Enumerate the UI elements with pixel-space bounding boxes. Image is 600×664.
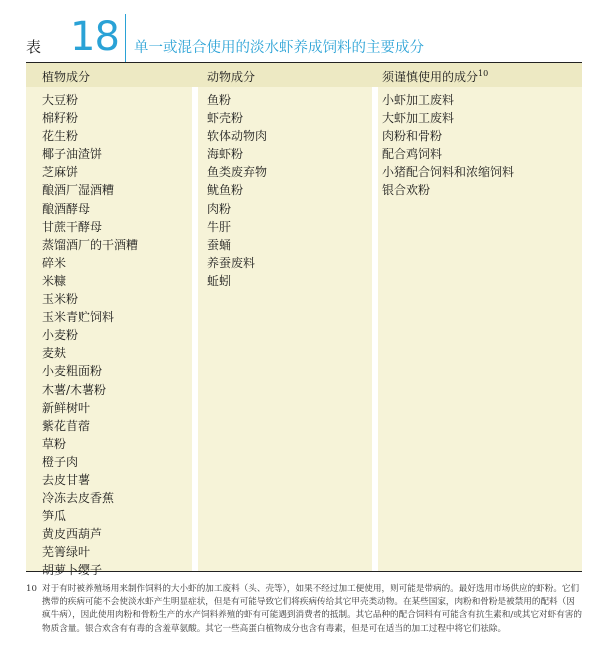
column-header-label: 须谨慎使用的成分 bbox=[382, 70, 479, 84]
list-item: 酿酒酵母 bbox=[42, 201, 91, 216]
list-item: 玉米青贮饲料 bbox=[42, 310, 115, 325]
list-item: 小虾加工废料 bbox=[382, 93, 455, 107]
column-header-label: 动物成分 bbox=[207, 70, 256, 84]
plant-ingredients-list bbox=[42, 91, 138, 580]
list-item: 棉籽粉 bbox=[42, 111, 79, 126]
list-item: 海虾粉 bbox=[207, 147, 244, 162]
animal-ingredients-list bbox=[207, 91, 267, 290]
table-title bbox=[22, 10, 582, 62]
list-item: 木薯/木薯粉 bbox=[42, 382, 107, 397]
list-item: 芜箐绿叶 bbox=[42, 545, 91, 560]
list-item: 肉粉 bbox=[207, 201, 232, 216]
list-item: 大豆粉 bbox=[42, 93, 79, 107]
list-item: 配合鸡饲料 bbox=[382, 147, 443, 162]
column-header-label: 植物成分 bbox=[42, 70, 91, 84]
list-item: 甘蔗干酵母 bbox=[42, 219, 103, 234]
list-item: 黄皮西葫芦 bbox=[42, 527, 103, 542]
column-header-caution bbox=[382, 68, 488, 85]
list-item: 胡萝卜缨子 bbox=[42, 563, 103, 578]
list-item: 鱿鱼粉 bbox=[207, 183, 244, 198]
list-item: 小麦粉 bbox=[42, 328, 79, 343]
list-item: 小麦粗面粉 bbox=[42, 364, 103, 379]
list-item: 橙子肉 bbox=[42, 454, 79, 469]
table-header-band bbox=[26, 63, 582, 87]
list-item: 小猪配合饲料和浓缩饲料 bbox=[382, 165, 515, 180]
column-header-plant bbox=[42, 68, 90, 85]
list-item: 虾壳粉 bbox=[207, 111, 244, 126]
list-item: 椰子油渣饼 bbox=[42, 147, 103, 162]
footnote-text: 对于有时被养殖场用来制作饲料的大小虾的加工废料（头、壳等），如果不经过加工便使用，则可能是带病的。最好选用市场供应的虾粉。它们携带的疾病可能不会使淡水虾产生明显症状，但是有可能导致它们将疾病传给其它甲壳类动物。在某些国家，肉粉和骨粉是被禁用的配料（因疯牛病），因此使用肉粉和骨粉生产的水产饲料养殖的虾有可能遇到消费者的抵制。其它品种的配合饲料有可能含有抗生素和/或其它对虾有害的物质含量。银合欢含有有毒的含羞草氨酸。其它一些高蛋白植物成分也含有毒素，但是可在适当的加工过程中将它们祛除。 bbox=[42, 584, 583, 634]
column-header-animal bbox=[207, 68, 255, 85]
list-item: 麦麸 bbox=[42, 346, 67, 361]
caution-ingredients-list bbox=[382, 91, 514, 200]
list-item: 蚯蚓 bbox=[207, 273, 232, 288]
title-divider bbox=[125, 14, 126, 62]
footnote-number: 10 bbox=[26, 584, 37, 594]
list-item: 蚕蛹 bbox=[207, 237, 232, 252]
list-item: 酿酒厂湿酒糟 bbox=[42, 183, 115, 198]
list-item: 新鲜树叶 bbox=[42, 400, 91, 415]
list-item: 花生粉 bbox=[42, 129, 79, 144]
list-item: 去皮甘薯 bbox=[42, 472, 91, 487]
list-item: 肉粉和骨粉 bbox=[382, 129, 443, 144]
table-number: 18 bbox=[70, 14, 119, 60]
list-item: 银合欢粉 bbox=[382, 183, 431, 198]
list-item: 笋瓜 bbox=[42, 509, 67, 524]
list-item: 大虾加工废料 bbox=[382, 111, 455, 126]
list-item: 鱼类废弃物 bbox=[207, 165, 268, 180]
ingredients-table bbox=[26, 62, 582, 578]
list-item: 蒸馏酒厂的干酒糟 bbox=[42, 237, 139, 252]
list-item: 玉米粉 bbox=[42, 292, 79, 307]
table-caption: 单一或混合使用的淡水虾养成饲料的主要成分 bbox=[134, 40, 424, 56]
list-item: 紫花苜蓿 bbox=[42, 418, 91, 433]
list-item: 碎米 bbox=[42, 255, 67, 270]
list-item: 米糠 bbox=[42, 273, 67, 288]
footnote-ref: 10 bbox=[478, 69, 489, 78]
list-item: 芝麻饼 bbox=[42, 165, 79, 180]
list-item: 冷冻去皮香蕉 bbox=[42, 491, 115, 506]
list-item: 牛肝 bbox=[207, 219, 232, 234]
list-item: 鱼粉 bbox=[207, 93, 232, 107]
list-item: 软体动物肉 bbox=[207, 129, 268, 144]
list-item: 草粉 bbox=[42, 436, 67, 451]
table-label: 表 bbox=[26, 38, 42, 56]
list-item: 养蚕废料 bbox=[207, 255, 256, 270]
